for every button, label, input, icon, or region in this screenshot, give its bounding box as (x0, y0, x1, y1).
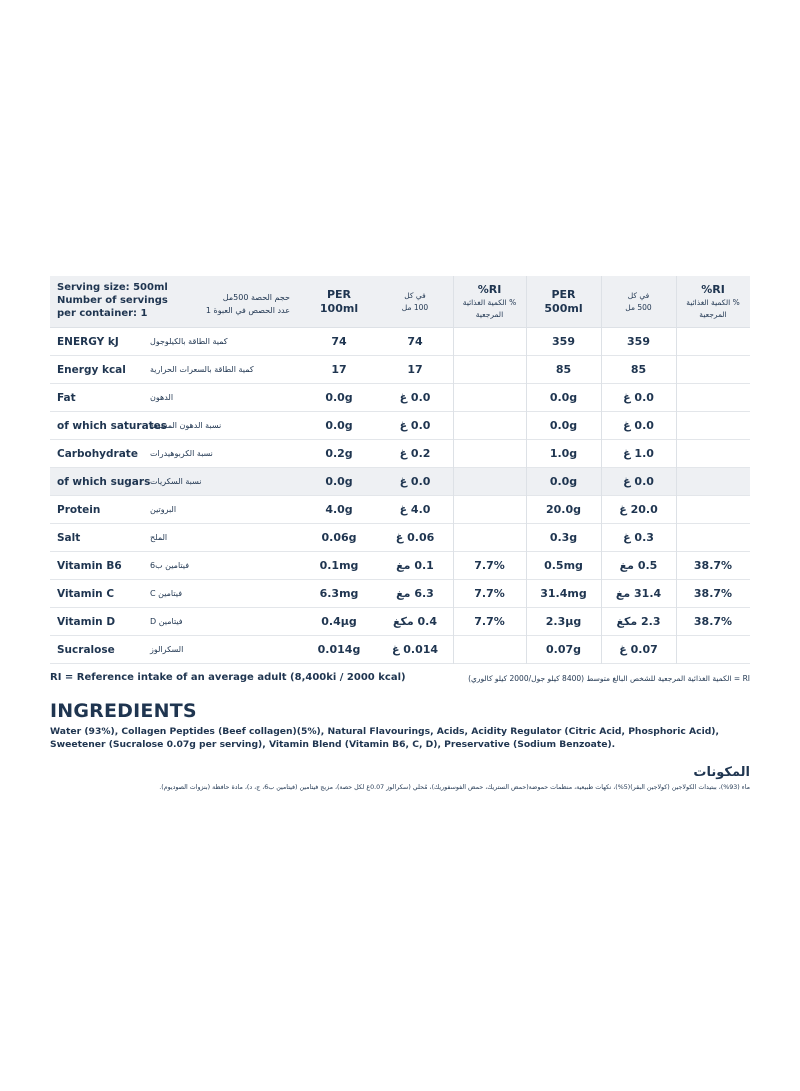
value-per-100ml: 0.0g (325, 475, 353, 488)
ri-percent-100ml: 7.7% (474, 587, 505, 600)
nutrient-name-ar: فيتامين D (150, 617, 183, 626)
ri-percent-500ml (676, 468, 750, 495)
value-per-500ml-ar: 2.3 مكغ (616, 615, 661, 628)
table-header (50, 276, 750, 328)
per-ar-label: في كل (627, 290, 650, 300)
servings-count-ar: عدد الحصص في العبوة 1 (205, 306, 290, 315)
value-per-500ml: 0.5mg (544, 559, 583, 572)
per-100ml-label: 100ml (319, 301, 359, 315)
table-row (50, 384, 750, 412)
value-per-100ml-ar: 6.3 مغ (396, 587, 434, 600)
ri-percent-500ml (676, 636, 750, 663)
value-per-100ml-ar: 0.0 غ (399, 475, 431, 488)
value-per-100ml: 0.06g (321, 531, 357, 544)
per-500ml-ar-label: 500 مل (625, 302, 652, 312)
nutrient-name: Vitamin D (57, 615, 116, 628)
nutrient-name: ENERGY kJ (57, 335, 119, 348)
ri-percent-100ml (453, 384, 526, 411)
per-500ml-ar-header (601, 276, 676, 327)
ri-percent-100ml: 7.7% (474, 559, 505, 572)
value-per-500ml: 359 (552, 335, 575, 348)
ri-percent-100ml (453, 636, 526, 663)
value-per-100ml-ar: 0.4 مكغ (392, 615, 438, 628)
ri-ar-label: % الكمية الغذائية (686, 297, 740, 307)
nutrient-name: Fat (57, 391, 76, 404)
value-per-500ml: 20.0g (545, 503, 581, 516)
nutrient-name: of which saturates (57, 419, 168, 432)
nutrient-name-ar: نسبة الدهون المشبعة (150, 421, 222, 430)
value-per-500ml-ar: 0.0 غ (623, 391, 654, 404)
value-per-500ml-ar: 0.3 غ (623, 531, 654, 544)
nutrient-name: Vitamin C (57, 587, 115, 600)
value-per-100ml: 74 (331, 335, 347, 348)
table-row (50, 636, 750, 664)
ri-ar-label-2: المرجعية (699, 309, 727, 319)
nutrient-name-ar: البروتين (150, 505, 177, 514)
ri-percent-100ml (453, 440, 526, 467)
per-500ml-header (526, 276, 601, 327)
value-per-100ml: 0.2g (325, 447, 353, 460)
ri-ar-label: % الكمية الغذائية (462, 297, 517, 307)
table-row (50, 412, 750, 440)
nutrient-name: of which sugars (57, 475, 151, 488)
value-per-500ml: 0.0g (549, 475, 578, 488)
value-per-100ml-ar: 74 (407, 335, 423, 348)
table-row (50, 356, 750, 384)
nutrient-name: Salt (57, 531, 81, 544)
nutrition-table (50, 276, 750, 664)
nutrient-name-ar: الملح (150, 533, 168, 542)
value-per-100ml-ar: 17 (407, 363, 423, 376)
serving-size-label: Serving size: 500ml (57, 282, 168, 293)
nutrient-name: Carbohydrate (57, 447, 138, 460)
table-row (50, 524, 750, 552)
nutrient-name: Sucralose (57, 643, 115, 656)
ri-label: %RI (477, 282, 502, 296)
nutrient-name-ar: فيتامين C (150, 589, 183, 598)
table-row (50, 552, 750, 580)
value-per-500ml: 0.0g (549, 391, 578, 404)
column-divider (676, 276, 677, 664)
ri-percent-500ml (676, 412, 750, 439)
value-per-100ml: 0.014g (317, 643, 361, 656)
ri-percent-500ml (676, 496, 750, 523)
value-per-500ml-ar: 0.0 غ (623, 419, 654, 432)
value-per-100ml-ar: 0.2 غ (399, 447, 431, 460)
nutrient-name: Vitamin B6 (57, 559, 122, 572)
value-per-500ml-ar: 85 (630, 363, 647, 376)
value-per-500ml: 2.3µg (545, 615, 582, 628)
ri-percent-500ml (676, 328, 750, 355)
nutrient-name-ar: الدهون (150, 393, 174, 402)
per-100ml-ar-label: 100 مل (401, 302, 429, 312)
nutrient-name: Energy kcal (57, 363, 126, 376)
value-per-500ml-ar: 0.5 مغ (619, 559, 658, 572)
ri-note-ar: RI = الكمية الغذائية المرجعية للشخص البالغ متوسط (8400 كيلو جول/2000 كيلو كالوري) (468, 674, 750, 683)
ri-percent-100ml (453, 412, 526, 439)
ri-percent-100ml (453, 356, 526, 383)
ri-percent-500ml: 38.7% (693, 559, 733, 572)
value-per-100ml: 0.0g (325, 391, 353, 404)
nutrient-name-ar: فيتامين ب6 (150, 561, 190, 570)
nutrient-name-ar: كمية الطاقة بالكيلوجول (150, 337, 228, 346)
per-100ml-ar-header (377, 276, 453, 327)
serving-info-en (57, 281, 168, 320)
value-per-500ml: 85 (555, 363, 572, 376)
column-divider (526, 276, 527, 664)
ri-label: %RI (701, 282, 725, 296)
per-500ml-label: 500ml (544, 301, 583, 315)
servings-label: Number of servings (57, 295, 168, 306)
value-per-100ml: 0.4µg (321, 615, 357, 628)
table-row (50, 468, 750, 496)
ri-percent-500ml (676, 440, 750, 467)
ri-percent-100ml (453, 524, 526, 551)
value-per-100ml-ar: 4.0 غ (399, 503, 431, 516)
value-per-100ml-ar: 0.0 غ (399, 391, 431, 404)
value-per-100ml: 0.0g (325, 419, 353, 432)
value-per-100ml-ar: 0.014 غ (391, 643, 439, 656)
nutrient-name: Protein (57, 503, 101, 516)
per-label: PER (551, 287, 576, 301)
table-row (50, 328, 750, 356)
ri-percent-500ml (676, 356, 750, 383)
ri-percent-500ml: 38.7% (693, 615, 733, 628)
ingredients-text-ar: ماء (93%)، ببتيدات الكولاجين (كولاجين البقر)(5%)، نكهات طبيعية، منظمات حموضة(حمض الستريك، حمض الفوسفوريك)، مُحلي (سكرالوز 0.07غ لكل حصة)، مزيج فيتامين (فيتامين ب6، ج، د)، مادة حافظة (بنزوات الصوديوم). (159, 784, 750, 791)
per-100ml-header (301, 276, 377, 327)
value-per-100ml: 17 (331, 363, 347, 376)
nutrient-name-ar: نسبة الكربوهيدرات (150, 449, 213, 458)
ri-percent-100ml (453, 328, 526, 355)
value-per-100ml: 6.3mg (319, 587, 359, 600)
ri-percent-100ml: 7.7% (474, 615, 505, 628)
value-per-500ml: 0.0g (549, 419, 578, 432)
value-per-500ml: 0.07g (545, 643, 581, 656)
column-divider (453, 276, 454, 664)
table-row (50, 608, 750, 636)
per-ar-label: في كل (404, 290, 426, 300)
value-per-500ml-ar: 20.0 غ (619, 503, 658, 516)
value-per-500ml: 0.3g (549, 531, 578, 544)
nutrient-name-ar: نسبة السكريات (150, 477, 202, 486)
value-per-500ml-ar: 0.07 غ (619, 643, 658, 656)
value-per-500ml-ar: 0.0 غ (623, 475, 654, 488)
ingredients-text: Water (93%), Collagen Peptides (Beef collagen)(5%), Natural Flavourings, Acids, Acidity Regulator (Citric Acid, Phosphoric Acid), Sweetener (Sucralose 0.07g per serving), Vitamin Blend (Vitamin B6, C, D), Preservative (Sodium Benzoate). (50, 726, 719, 750)
table-row (50, 440, 750, 468)
per-label: PER (326, 287, 352, 301)
value-per-100ml-ar: 0.0 غ (399, 419, 431, 432)
value-per-100ml: 4.0g (325, 503, 353, 516)
ingredients-title-ar: المكونات (693, 765, 750, 780)
ri-note-en: RI = Reference intake of an average adult (8,400ki / 2000 kcal) (50, 672, 406, 683)
serving-info-ar (170, 291, 290, 317)
ri-percent-100ml (453, 496, 526, 523)
ri-ar-label-2: المرجعية (475, 309, 504, 319)
value-per-500ml-ar: 31.4 مغ (615, 587, 662, 600)
table-row (50, 580, 750, 608)
ri-percent-500ml (676, 524, 750, 551)
nutrient-name-ar: السكرالوز (150, 645, 184, 654)
ri-percent-100ml (453, 468, 526, 495)
ri-percent-500ml (676, 384, 750, 411)
serving-size-ar: حجم الحصة 500مل (222, 293, 290, 302)
table-row (50, 496, 750, 524)
table-body (50, 328, 750, 664)
nutrient-name-ar: كمية الطاقة بالسعرات الحرارية (150, 365, 254, 374)
value-per-500ml: 1.0g (549, 447, 578, 460)
value-per-500ml: 31.4mg (540, 587, 587, 600)
value-per-100ml: 0.1mg (319, 559, 359, 572)
ri-header-2 (676, 276, 750, 327)
ri-percent-500ml: 38.7% (693, 587, 733, 600)
column-divider (601, 276, 602, 664)
ingredients-title: INGREDIENTS (50, 700, 197, 722)
ri-header-1 (453, 276, 526, 327)
value-per-500ml-ar: 1.0 غ (623, 447, 654, 460)
value-per-100ml-ar: 0.1 مغ (396, 559, 434, 572)
value-per-100ml-ar: 0.06 غ (395, 531, 435, 544)
servings-per-container-label: per container: 1 (57, 308, 148, 319)
value-per-500ml-ar: 359 (627, 335, 650, 348)
